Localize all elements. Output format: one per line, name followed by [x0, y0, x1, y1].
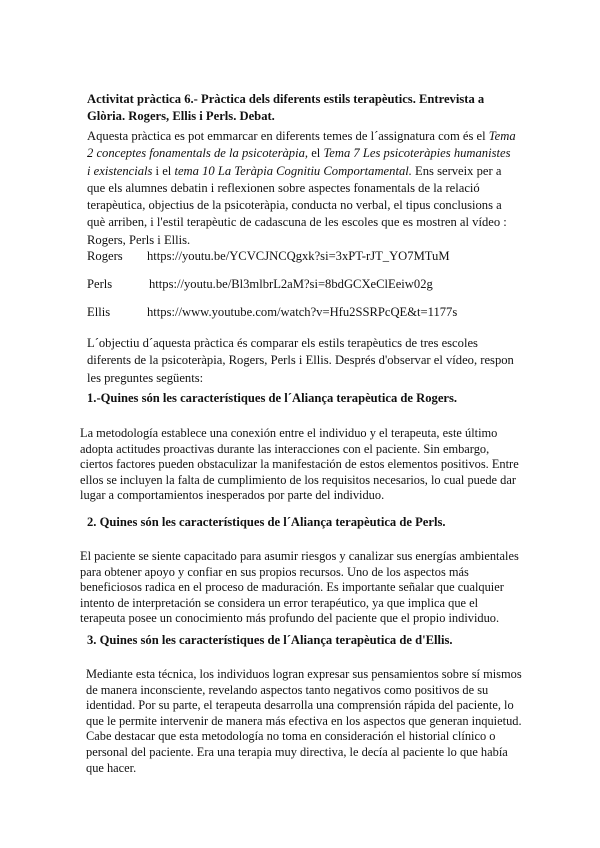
intro-text-5: i el: [152, 163, 175, 178]
question-heading: 1.-Quines són les característiques de l´Aliança terapèutica de Rogers.: [87, 391, 458, 405]
link-name: Ellis: [87, 305, 111, 319]
video-link[interactable]: https://www.youtube.com/watch?v=Hfu2SSRPcQE&t=1177s: [147, 305, 458, 319]
intro-topic-10: tema 10 La Teràpia Cognitiu Comportamental.: [174, 163, 412, 178]
answer-paragraph: El paciente se siente capacitado para asumir riesgos y canalizar sus energías ambientales para obtener apoyo y confiar en sus propios recursos. Uno de los aspectos más beneficiosos radica en el proceso de maduración. Es importante señalar que cualquier intento de interpretación se considera un error terapéutico, ya que implica que el terapeuta posee un conocimiento más profundo del paciente que el propio individuo.: [80, 549, 519, 626]
intro-paragraph: [87, 128, 517, 249]
question-heading: 3. Quines són les característiques de l´Aliança terapèutica de d'Ellis.: [87, 633, 453, 647]
intro-text-3: el: [308, 146, 324, 161]
intro-text-1: Aquesta pràctica es pot emmarcar en diferents temes de l´assignatura com és el: [87, 129, 489, 143]
intro-topic-7: Tema 7 Les psicoteràpies humanistes i existencials: [87, 146, 511, 178]
intro-text-7: Ens serveix per a que els alumnes debatin i reflexionen sobre aspectes fonamentals de la relació terapèutica, objectius de la psicoteràpia, conducta no verbal, el tipus conclusions a què arriben, i l'estil terapèutic de cadascuna de les escoles que es mostren al vídeo : Rogers, Perls i Ellis.: [87, 163, 507, 247]
video-link[interactable]: https://youtu.be/Bl3mlbrL2aM?si=8bdGCXeClEeiw02g: [149, 277, 433, 291]
intro-topic-2: Tema 2 conceptes fonamentals de la psicoteràpia,: [87, 129, 516, 161]
activity-title: Activitat pràctica 6.- Pràctica dels diferents estils terapèutics. Entrevista a Glòria. Rogers, Ellis i Perls. Debat.: [87, 92, 485, 123]
objective-paragraph: L´objectiu d´aquesta pràctica és comparar els estils terapèutics de tres escoles diferents de la psicoteràpia, Rogers, Perls i Ellis. Després d'observar el vídeo, respon les preguntes següents:: [87, 336, 514, 385]
answer-paragraph: Mediante esta técnica, los individuos logran expresar sus pensamientos sobre sí mismos de manera inconsciente, revelando aspectos tanto negativos como positivos de su identidad. Por su parte, el terapeuta desarrolla una comprensión rápida del paciente, lo que le permite intervenir de manera más efectiva en los aspectos que generan inquietud. Cabe destacar que esta metodología no toma en consideración el historial clínico o personal del paciente. Era una terapia muy directiva, le decía al paciente lo que había que hacer.: [86, 667, 522, 775]
link-name: Perls: [87, 277, 113, 291]
question-heading: 2. Quines són les característiques de l´Aliança terapèutica de Perls.: [87, 515, 446, 529]
video-link[interactable]: https://youtu.be/YCVCJNCQgxk?si=3xPT-rJT_YO7MTuM: [147, 249, 450, 263]
link-name: Rogers: [87, 249, 123, 263]
answer-paragraph: La metodología establece una conexión entre el individuo y el terapeuta, este último adopta actitudes proactivas durante las interacciones con el paciente. Sin embargo, ciertos factores pueden obstaculizar la manifestación de estos elementos positivos. Entre ellos se incluyen la falta de cumplimiento de los requisitos necesarios, lo cual puede dar lugar a comportamientos inesperados por parte del individuo.: [80, 426, 519, 503]
